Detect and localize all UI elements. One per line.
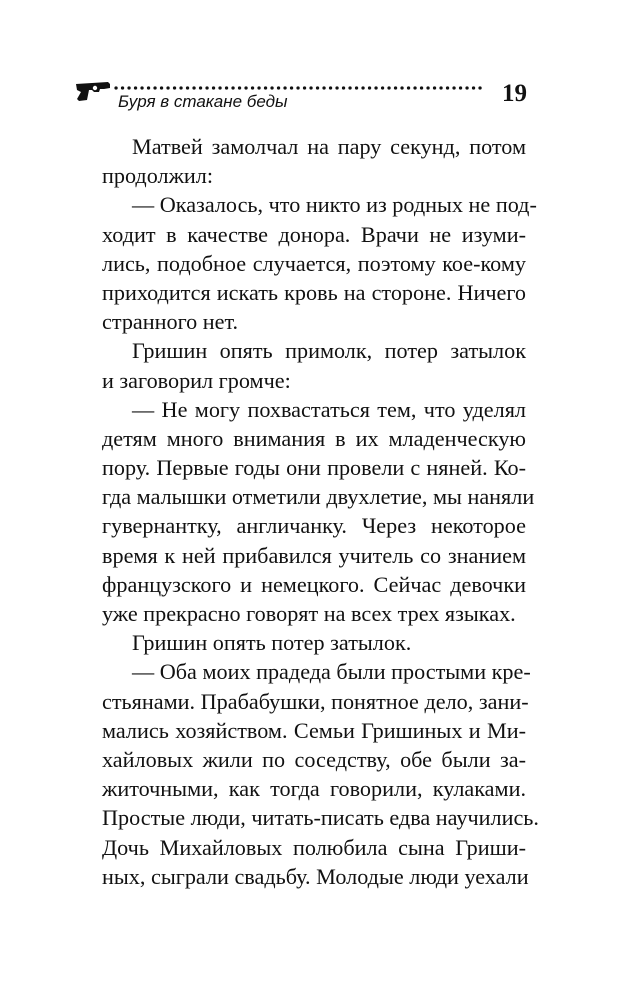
page-header bbox=[74, 70, 526, 118]
text-line: продолжил: bbox=[102, 163, 214, 189]
text-line: Гришин опять примолк, потер затылок bbox=[132, 338, 526, 364]
text-line: приходится искать кровь на стороне. Ничего bbox=[102, 279, 526, 305]
text-line: житочными, как тогда говорили, кулаками. bbox=[102, 776, 526, 802]
text-line: — Оба моих прадеда были простыми кре- bbox=[132, 659, 531, 685]
text-line: пору. Первые годы они провели с няней. Ко- bbox=[102, 455, 526, 481]
text-line: — Не могу похвастаться тем, что уделял bbox=[132, 396, 526, 422]
text-line: — Оказалось, что никто из родных не под- bbox=[132, 192, 537, 218]
text-line: стьянами. Прабабушки, понятное дело, зани- bbox=[102, 688, 529, 714]
text-line: время к ней прибавился учитель со знанием bbox=[102, 542, 526, 568]
text-line: гувернантку, англичанку. Через некоторое bbox=[102, 513, 526, 539]
text-line: странного нет. bbox=[102, 309, 239, 335]
page-number: 19 bbox=[502, 80, 527, 107]
text-line: детям много внимания в их младенческую bbox=[102, 425, 526, 451]
text-line: французского и немецкого. Сейчас девочки bbox=[102, 571, 526, 597]
text-line: уже прекрасно говорят на всех трех языках. bbox=[102, 601, 516, 626]
text-line: и заговорил громче: bbox=[102, 367, 291, 393]
text-line: хайловых жили по соседству, обе были за- bbox=[102, 746, 526, 772]
text-line: Дочь Михайловых полюбила сына Гриши- bbox=[102, 834, 526, 860]
text-line: Гришин опять потер затылок. bbox=[132, 630, 412, 656]
text-line: ходит в качестве донора. Врачи не изуми- bbox=[102, 221, 526, 247]
revolver-icon bbox=[74, 80, 112, 102]
text-line: ных, сыграли свадьбу. Молодые люди уехали bbox=[102, 863, 529, 889]
text-line: мались хозяйством. Семьи Гришиных и Ми- bbox=[102, 717, 526, 743]
running-title: Буря в стакане беды bbox=[118, 92, 288, 111]
text-line: гда малышки отметили двухлетие, мы наняли bbox=[102, 484, 535, 510]
text-line: Матвей замолчал на пару секунд, потом bbox=[132, 134, 526, 159]
text-line: Простые люди, читать-писать едва научились. bbox=[102, 805, 539, 831]
body-text bbox=[102, 132, 539, 891]
header-dotted-rule bbox=[114, 85, 488, 91]
text-line: лись, подобное случается, поэтому кое-кому bbox=[102, 250, 526, 276]
